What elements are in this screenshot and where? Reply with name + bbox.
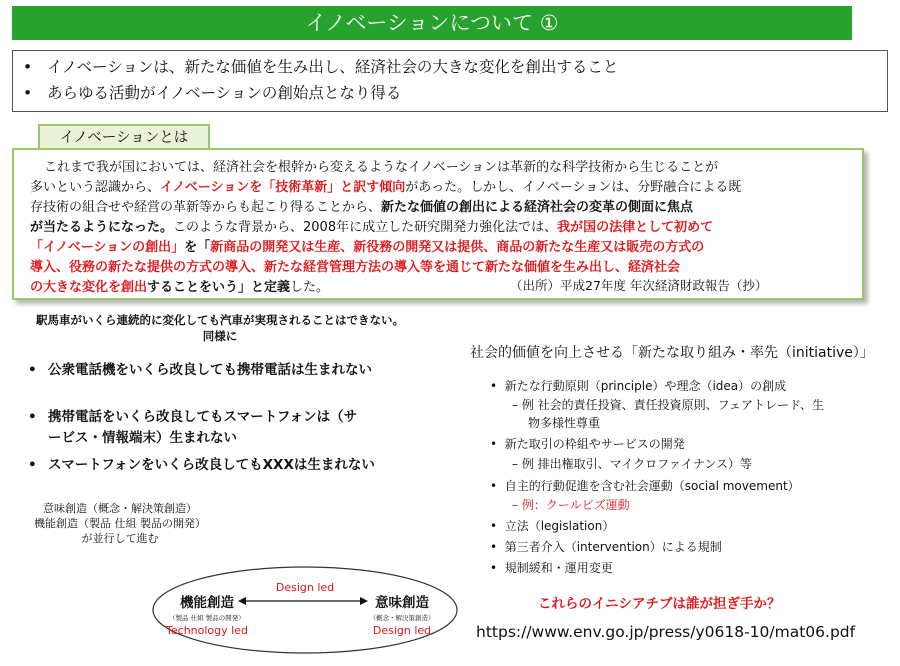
list-item-text: スマートフォンをいくら改良してもXXXは生まれない [48,457,375,473]
dash-icon: – [512,398,518,412]
bullet-icon: • [28,457,37,473]
initiative-item [490,377,786,395]
source-url-link[interactable]: https://www.env.go.jp/press/y0618-10/mat06.pdf [476,623,856,641]
initiative-text: 第三者介入（intervention）による規制 [504,540,722,554]
bullet-icon: • [490,519,498,533]
definition-emphasis: 定義 [264,280,291,295]
definition-highlight: 我が国の法律として初めて [557,220,714,235]
bullet-icon: • [490,437,498,451]
definition-highlight: の大きな変化を創出 [30,280,148,295]
bullet-icon: • [28,362,37,378]
summary-item [23,80,877,106]
definition-line [30,238,704,258]
definition-highlight: イノベーションを「技術革新」と訳す傾向 [160,180,406,195]
definition-line [30,178,741,198]
initiative-text: 新た取引の枠組やサービスの開発 [504,437,685,451]
definition-highlight: 導入、役務の新たな提供の方式の導入、新たな経営管理方法の導入等を通じて新たな価値を生み出し、経済社会 [30,260,681,275]
diagram-top-label: Design led [275,581,335,594]
dash-icon: – [512,457,518,471]
source-note: （出所）平成27年度 年次経済財政報告（抄） [510,278,768,293]
analogy-line: 同様に [202,329,238,343]
arrow-right-icon [360,597,368,605]
initiative-item [490,477,800,495]
meaning-creation-title: 意味創造 [375,595,429,611]
bullet-icon: • [490,561,498,575]
summary-box [12,50,888,112]
initiative-subtext: 例 排出権取引、マイクロファイナンス）等 [521,457,752,471]
innovation-diagram [150,565,460,655]
initiative-text: 立法（legislation） [504,519,615,533]
definition-text: があった。しかし、イノベーションは、分野融合による既 [405,180,742,195]
design-led-label: Design led [372,624,432,637]
initiative-subtext: 例 社会的責任投資、責任投資原則、フェアトレード、生 [521,398,824,412]
definition-line: これまで我が国においては、経済社会を根幹から変えるようなイノベーションは革新的な科学技術から生じることが [44,160,719,175]
initiative-item [490,517,614,535]
summary-item-text: イノベーションは、新たな価値を生み出し、経済社会の大きな変化を創出すること [47,58,619,76]
bullet-icon: • [490,479,498,493]
initiative-item [490,538,722,556]
initiative-subtext: 例：クールビズ運動 [521,498,630,512]
definition-emphasis: 新たな価値の創出による経済社会の変革の側面に焦点 [381,200,694,215]
list-item-text: 公衆電話機をいくら改良しても携帯電話は生まれない [48,362,372,378]
list-item-text: 携帯電話をいくら改良してもスマートフォンは（サービス・情報端末）生まれない [48,409,358,446]
list-item [28,455,428,476]
bullet-icon: • [28,409,37,425]
process-line: 機能創造（製品 仕組 製品の開発） [34,517,206,530]
definition-line [30,198,693,218]
definition-text: 多いという認識から、 [30,180,161,195]
definition-text: した。 [290,280,330,295]
function-creation-title: 機能創造 [180,595,234,611]
initiative-item [490,559,613,577]
analogy-note [10,312,430,344]
initiative-text: 新たな行動原則（principle）や理念（idea）の創成 [504,379,787,393]
definition-line [30,278,329,298]
technology-led-label: Technology led [166,624,248,637]
definition-text: 存技術の組合せや経営の革新等からも起こり得ることから、 [30,200,382,215]
summary-item-text: あらゆる活動がイノベーションの創始点となり得る [47,84,402,102]
initiative-subitem: 物多様性尊重 [528,416,601,430]
definition-emphasis: を「 [184,240,211,255]
page-title: イノベーションについて ① [12,6,852,40]
definition-highlight: 「イノベーションの創出」 [30,240,185,255]
bullet-icon: • [23,84,33,102]
meaning-creation-sub: （概念・解決策創造） [369,614,435,622]
bullet-icon: • [23,58,33,76]
definition-line [30,218,713,238]
process-line: 意味創造（概念・解決策創造） [43,502,197,515]
summary-item [23,54,877,80]
definition-text: このような背景から、2008年に成立した研究開発力強化法では、 [173,220,558,235]
definition-emphasis: することをいう」と [147,280,265,295]
process-line: が並行して進む [81,532,159,545]
arrow-left-icon [238,597,246,605]
definition-tab: イノベーションとは [38,124,210,149]
initiative-question: これらのイニシアチブは誰が担ぎ手か？ [538,596,781,612]
list-item [28,407,368,449]
dash-icon: – [512,498,518,512]
analogy-line: 駅馬車がいくら連続的に変化しても汽車が実現されることはできない。 [36,313,404,327]
initiative-text: 自主的行動促進を含む社会運動（social movement） [504,479,800,493]
process-note [0,501,240,546]
definition-highlight: 新商品の開発又は生産、新役務の開発又は提供、商品の新たな生産又は販売の方式の [210,240,705,255]
bullet-icon: • [490,540,498,554]
initiative-subitem [512,455,752,473]
function-creation-sub: （製品 仕組 製品の開発） [169,614,245,622]
definition-emphasis: が当たるようになった。 [30,220,174,235]
initiative-subitem [512,496,630,514]
initiative-item [490,435,685,453]
list-item [28,360,380,381]
initiative-text: 規制緩和・運用変更 [504,561,613,575]
social-value-title: 社会的価値を向上させる「新たな取り組み・率先（initiative）」 [470,345,874,361]
definition-line [30,258,680,278]
initiative-subitem [512,396,824,414]
bullet-icon: • [490,379,498,393]
